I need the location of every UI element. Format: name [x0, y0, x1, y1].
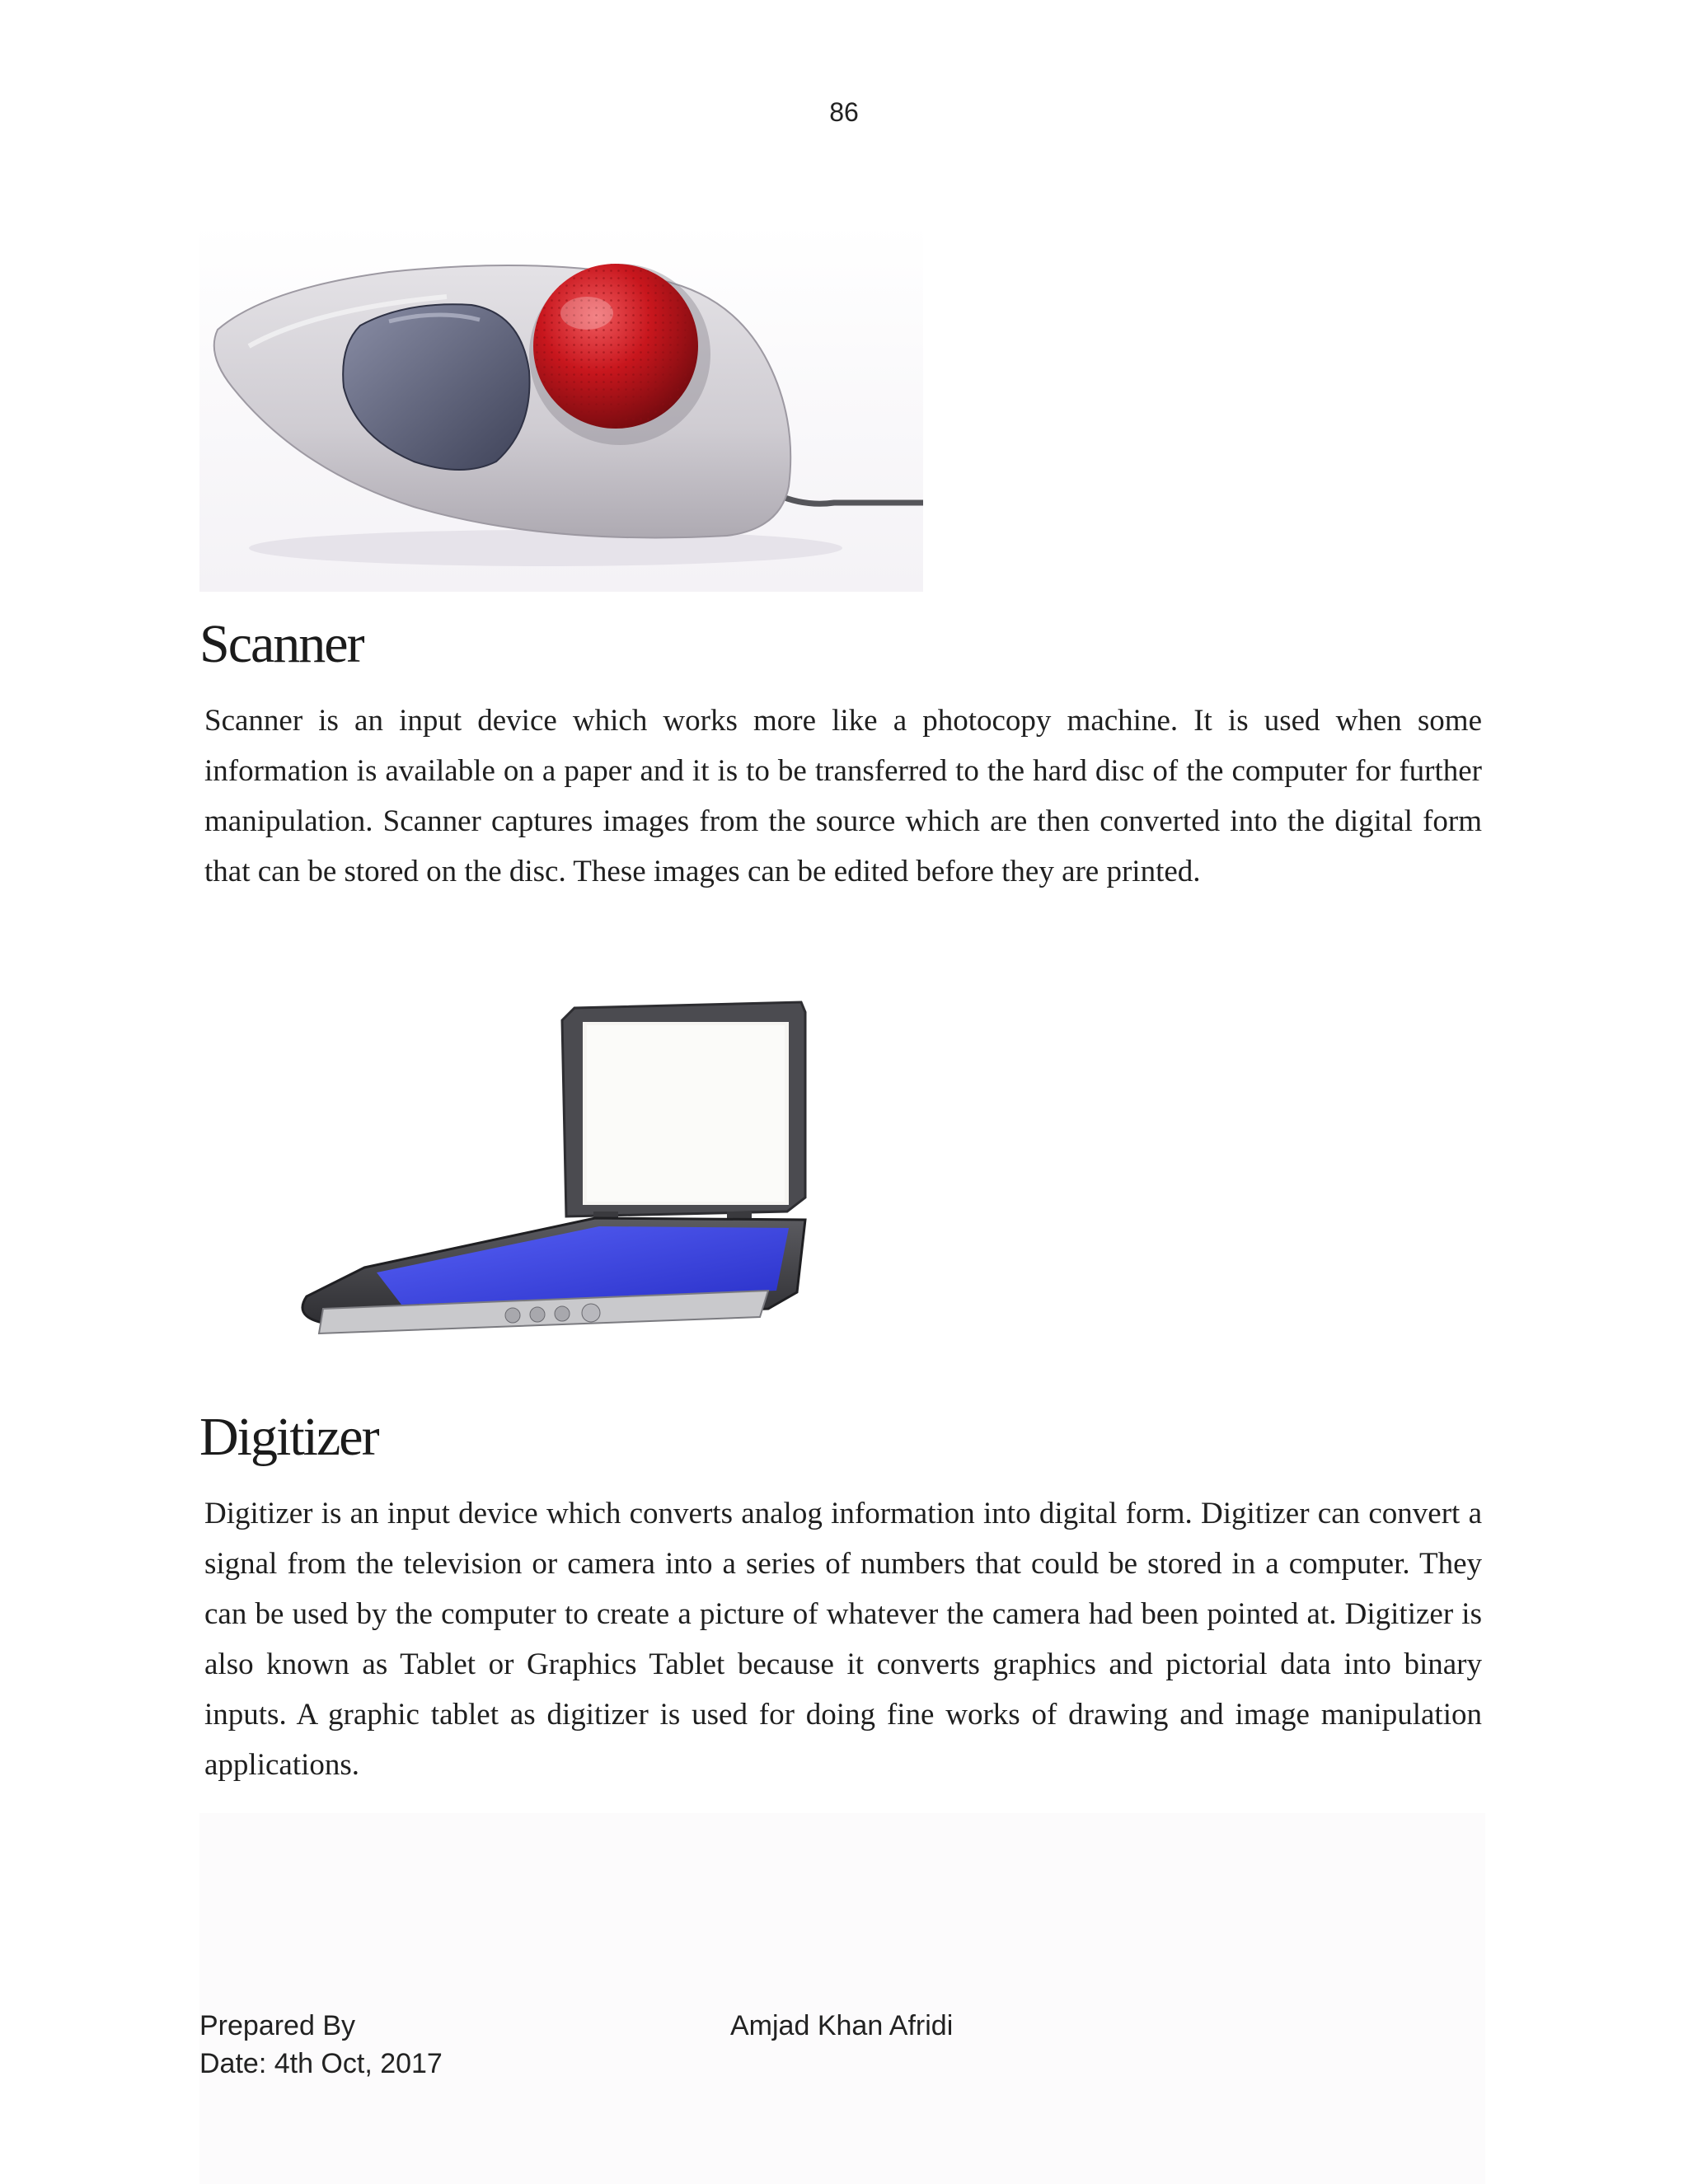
- section-body-digitizer: Digitizer is an input device which converts analog information into digital form. Digitizer can convert a signal from the television or camera into a series of numbers that could be stored in a computer. They can be used by the computer to create a picture of whatever the camera had been pointed at. Digitizer is also known as Tablet or Graphics Tablet because it converts graphics and pictorial data into binary inputs. A graphic tablet as digitizer is used for doing fine works of drawing and image manipulation applications.: [204, 1497, 1482, 1782]
- flatbed-scanner-icon: [199, 971, 923, 1385]
- footer-author: Amjad Khan Afridi: [730, 2010, 954, 2041]
- trackball-icon: [199, 223, 923, 592]
- page-background: [199, 1813, 1485, 2184]
- footer-left: [199, 2007, 443, 2083]
- trackball-image: [199, 223, 923, 592]
- footer-date: Date: 4th Oct, 2017: [199, 2048, 443, 2079]
- footer-prepared-by: Prepared By: [199, 2010, 355, 2041]
- scanner-image: [199, 971, 923, 1385]
- page-number: 86: [829, 97, 859, 127]
- section-heading-scanner: Scanner: [199, 614, 363, 674]
- section-body-scanner: Scanner is an input device which works more like a photocopy machine. It is used when some information is available on a paper and it is to be transferred to the hard disc of the computer for further manipulation. Scanner captures images from the source which are then converted into the digital form that can be stored on the disc. These images can be edited before they are printed.: [204, 704, 1482, 888]
- section-heading-digitizer: Digitizer: [199, 1407, 378, 1467]
